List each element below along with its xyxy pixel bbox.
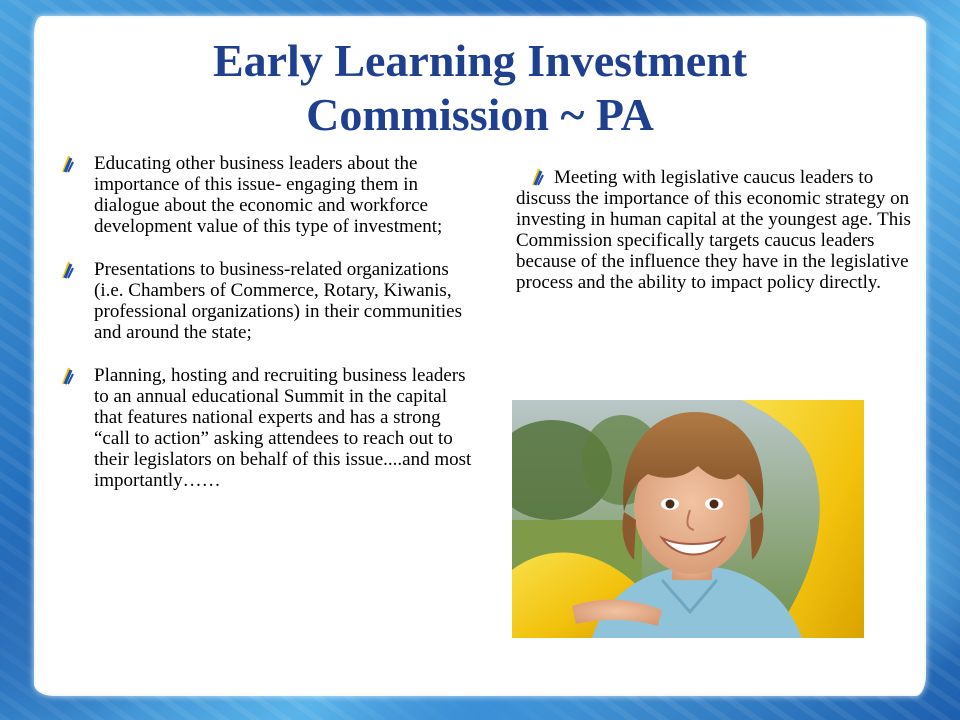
right-bullet-list [516,165,921,315]
left-bullet-list [58,153,478,513]
bullet-item [58,259,478,343]
smiling-child-photo [512,400,864,638]
bullet-text: Educating other business leaders about the importance of this issue- engaging them in dialogue about the economic and workforce development value of this type of investment; [94,153,443,237]
bullet-text: Planning, hosting and recruiting business leaders to an annual educational Summit in the capital that features national experts and has a strong “call to action” asking attendees to reach out to their legislators on behalf of this issue....and most importantly…… [94,365,472,491]
stroke-bullet-icon [530,168,546,186]
bullet-item [58,365,478,491]
stroke-bullet-icon [60,155,76,173]
stroke-bullet-icon [60,367,76,385]
stroke-bullet-icon [60,261,76,279]
title-line-1: Early Learning Investment [212,35,748,86]
bullet-item [516,165,921,293]
bullet-item [58,153,478,237]
bullet-text: Presentations to business-related organizations (i.e. Chambers of Commerce, Rotary, Kiwanis, professional organizations) in their communities and around the state; [94,259,462,343]
title-line-2: Commission ~ PA [306,89,654,140]
slide-title [120,34,840,142]
bullet-text: Meeting with legislative caucus leaders to discuss the importance of this economic strategy on investing in human capital at the youngest age. This Commission specifically targets caucus leaders because of the influence they have in the legislative process and the ability to impact policy directly. [516,167,911,293]
